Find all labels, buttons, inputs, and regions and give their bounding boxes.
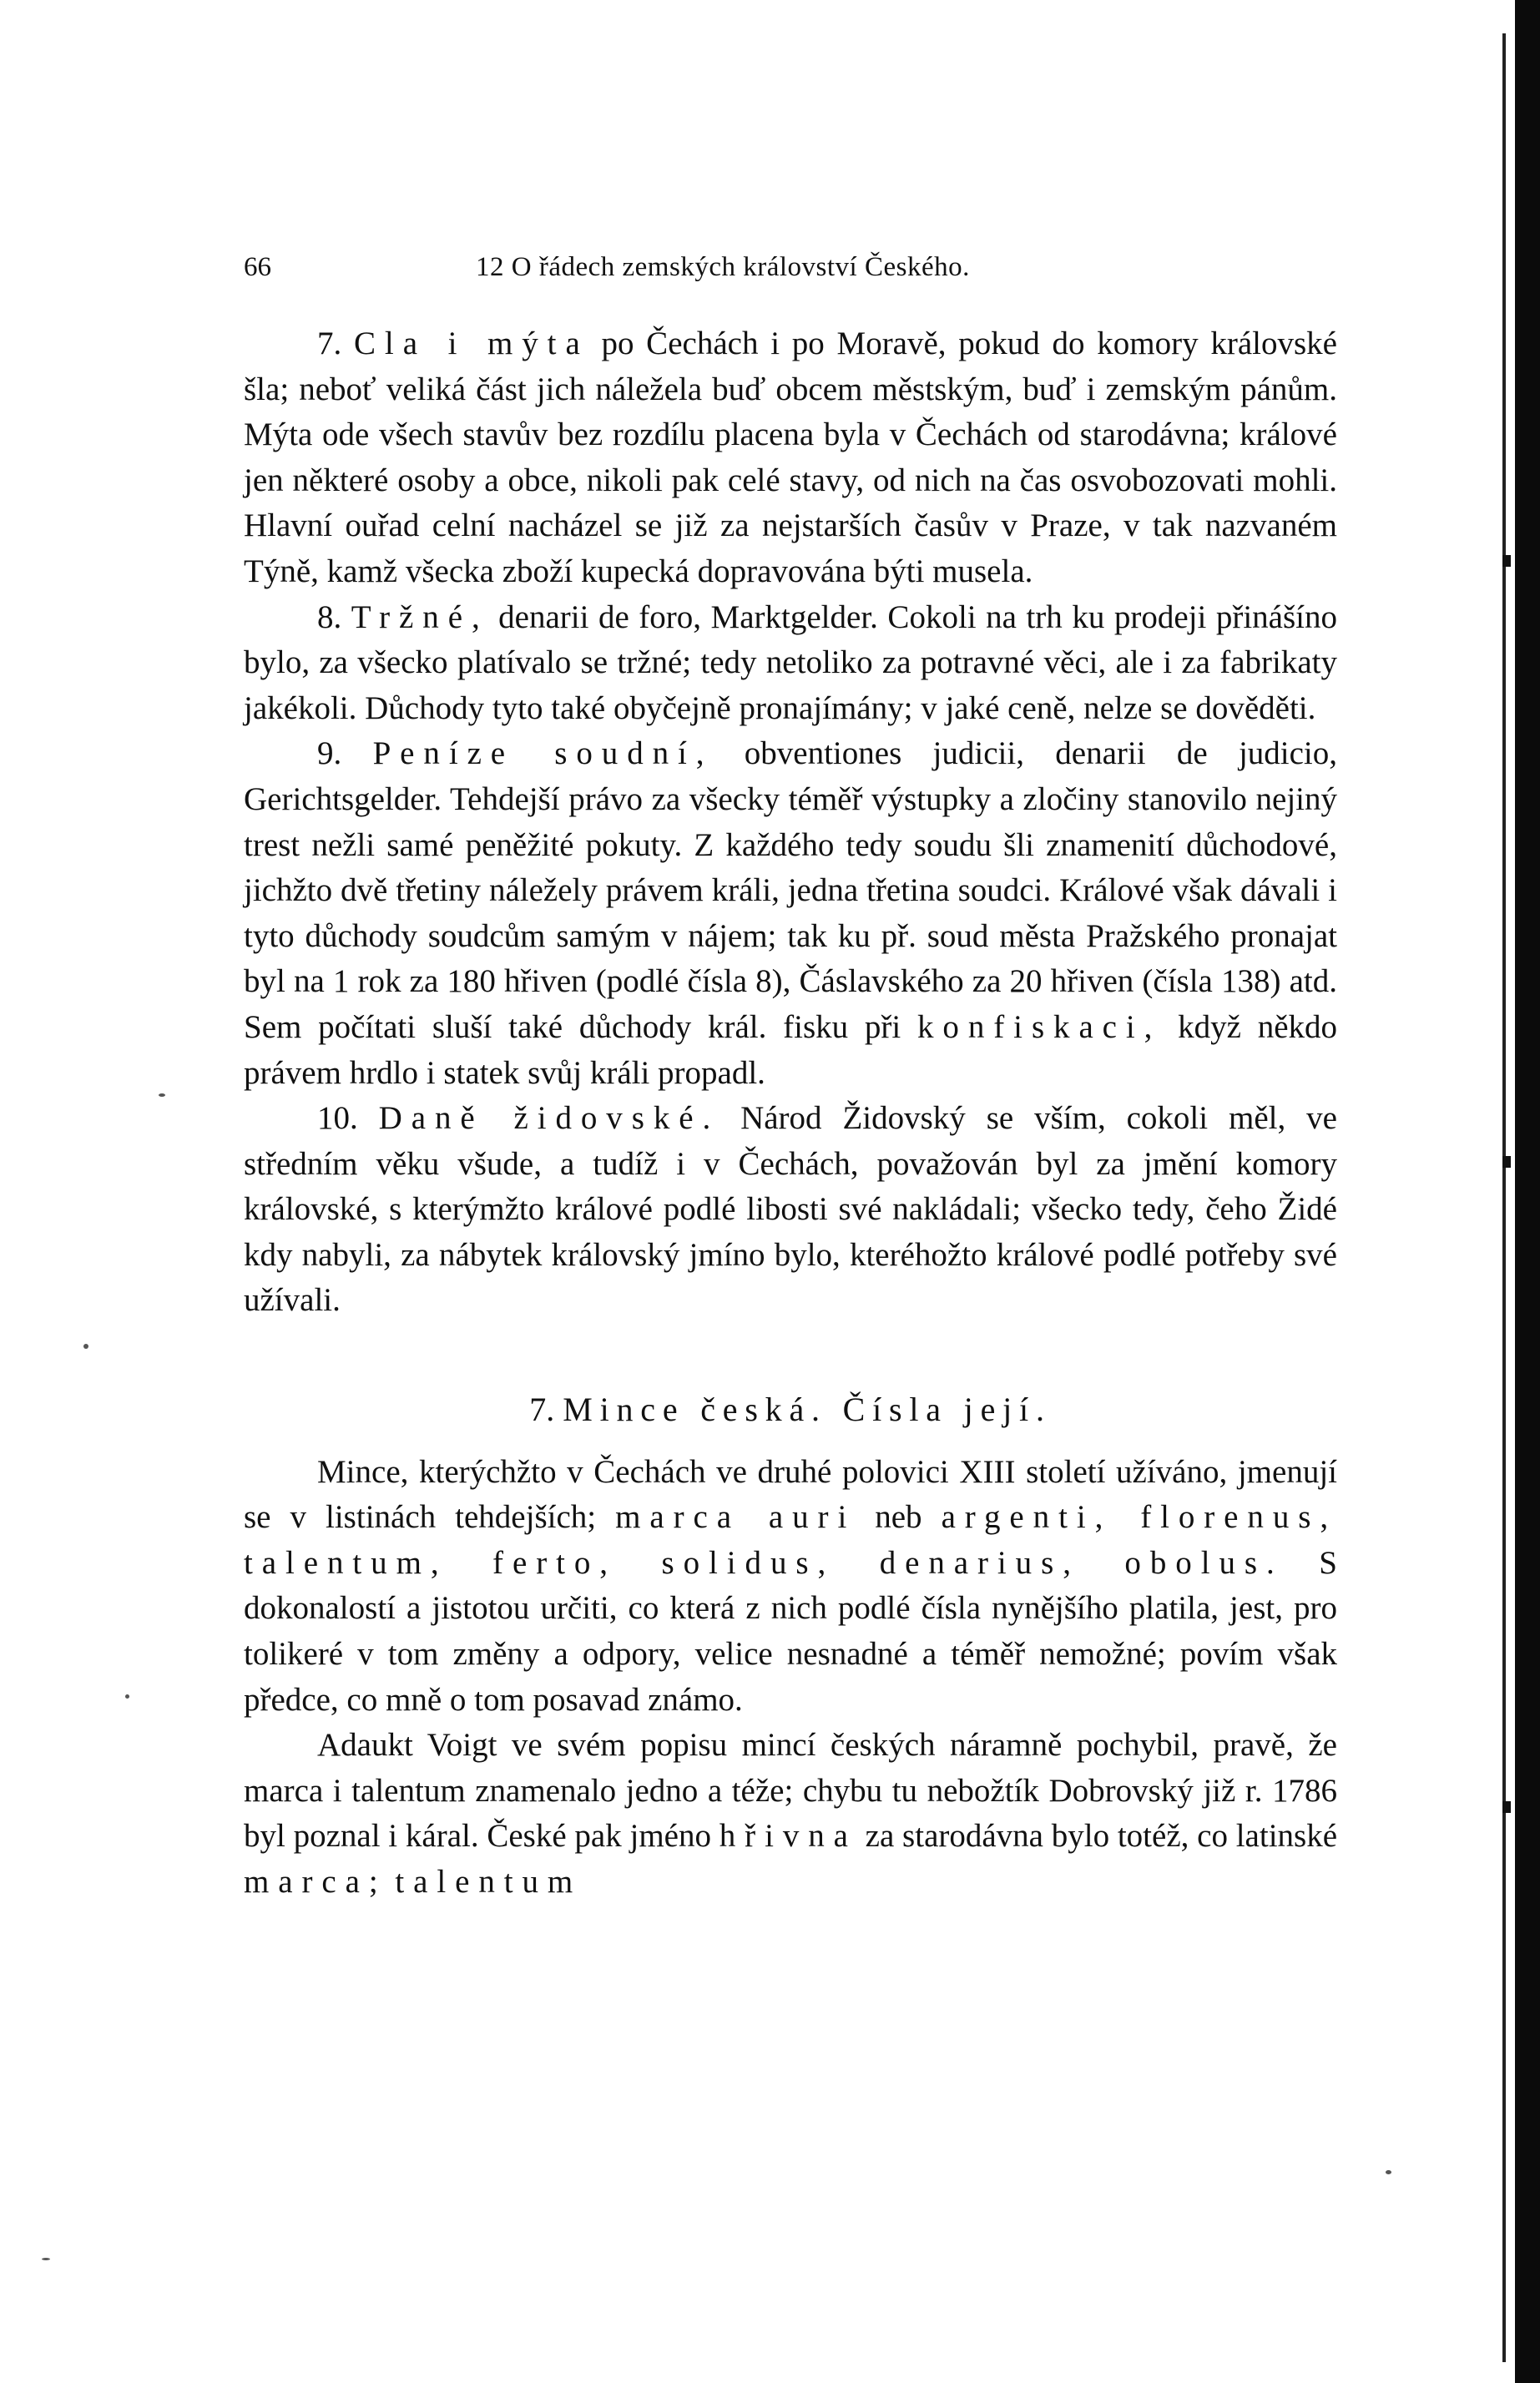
- paper-speck: [125, 1694, 129, 1699]
- scan-edge-mark: [1502, 1156, 1511, 1168]
- paper-speck: [42, 2258, 50, 2260]
- paragraph-text: neb: [875, 1499, 922, 1536]
- paragraph-text: Adaukt Voigt ve svém popisu mincí českých náramně pochybil, pravě, že marca i talentum znamenalo jedno a téže; chybu tu nebožtík Dobrovský již r. 1786 byl poznal i káral. České pak jméno: [244, 1727, 1337, 1855]
- section-title: Mince česká. Čísla její.: [563, 1391, 1052, 1429]
- paragraph-number: 10.: [317, 1100, 358, 1137]
- paragraph-text: Národ Židovský se vším, cokoli měl, ve středním věku všude, a tudíž i v Čechách, považován byl za jmění komory královské, s kterýmžto králové podlé libosti své nakládali; všecko tedy, čeho Židé kdy nabyli, za nábytek královský jmíno bylo, kteréhožto králové podlé potřeby své užívali.: [244, 1100, 1337, 1319]
- paragraph-dane-zidovske: [244, 1096, 1337, 1324]
- emphasized-term: konfiskaci,: [917, 1008, 1162, 1045]
- paragraph-title: Tržné,: [351, 598, 489, 635]
- paragraph-trzne: [244, 595, 1337, 732]
- paragraph-text: po Čechách i po Moravě, pokud do komory královské šla; neboť veliká část jich náležela buď obcem městským, buď i zemským pánům. Mýta ode všech stavův bez rozdílu placena byla v Čechách od starodávna; králové jen některé osoby a obce, nikoli pak celé stavy, od nich na čas osvobozovati mohli. Hlavní ouřad celní nacházel se již za nejstarších časův v Praze, v tak nazvaném Týně, kamž všecka zboží kupecká dopravována býti musela.: [244, 326, 1337, 589]
- paragraph-number: 7.: [317, 326, 342, 361]
- scan-edge-mark: [1502, 555, 1511, 567]
- paragraph-text: denarii de foro, Marktgelder. Cokoli na trh ku prodeji přinášíno bylo, za všecko platívalo se tržné; tedy netoliko za potravné věci, ale i za fabrikaty jakékoli. Důchody tyto také obyčejně pronajímány; v jaké ceně, nelze se dověděti.: [244, 598, 1337, 726]
- section-heading: [244, 1387, 1337, 1433]
- scan-edge: [1515, 0, 1540, 2383]
- paragraph-voigt: [244, 1723, 1337, 1905]
- paragraph-mince: [244, 1450, 1337, 1724]
- emphasized-term: marca;: [244, 1864, 387, 1900]
- emphasized-term: hřivna: [719, 1818, 857, 1855]
- section-number: 7.: [529, 1391, 555, 1429]
- latin-terms: marca auri: [615, 1499, 856, 1536]
- paragraph-number: 9.: [317, 735, 342, 772]
- latin-terms: argenti, florenus, talentum, ferto, solidus, denarius, obolus.: [244, 1499, 1338, 1581]
- body-text: [244, 321, 1337, 1906]
- paper-speck: [159, 1093, 165, 1097]
- paper-speck: [1386, 2170, 1391, 2174]
- paragraph-title: Cla i mýta: [354, 326, 589, 361]
- paragraph-text-after: když někdo právem hrdlo i statek svůj králi propadl.: [244, 1008, 1338, 1091]
- emphasized-term: talentum: [395, 1864, 583, 1900]
- paragraph-number: 8.: [317, 598, 342, 635]
- paragraph-text: za starodávna bylo totéž, co latinské: [865, 1818, 1338, 1855]
- paragraph-text-after: S dokonalostí a jistotou určiti, co která z nich podlé čísla nynějšího platila, jest, pro tolikeré v tom změny a odpory, velice nesnadné a téměř nemožné; povím však předce, co mně o tom posavad známo.: [244, 1544, 1337, 1718]
- running-title: 12 O řádech zemských království Českého.: [476, 252, 970, 282]
- scan-edge-mark: [1502, 1801, 1511, 1813]
- paragraph-title: Peníze soudní,: [372, 735, 714, 772]
- scan-edge-line: [1502, 33, 1506, 2362]
- paper-speck: [83, 1344, 88, 1349]
- paragraph-penize-soudni: [244, 731, 1337, 1096]
- paragraph-text: Mince, kterýchžto v Čechách ve druhé polovici XIII století užíváno, jmenují se v listinách tehdejších;: [244, 1453, 1337, 1536]
- paragraph-text: obventiones judicii, denarii de judicio, Gerichtsgelder. Tehdejší právo za všecky téměř výstupky a zločiny stanovilo nejiný trest nežli samé peněžité pokuty. Z každého tedy soudu šli znamenití důchodové, jichžto dvě třetiny náležely právem králi, jedna třetina soudci. Králové však dávali i tyto důchody soudcům samým v nájem; tak ku př. soud města Pražského pronajat byl na 1 rok za 180 hřiven (podlé čísla 8), Čáslavského za 20 hřiven (čísla 138) atd. Sem počítati sluší také důchody král. fisku při: [244, 735, 1338, 1045]
- page-header: [244, 252, 1337, 294]
- page-number: 66: [244, 252, 271, 282]
- paragraph-cla-i-myta: [244, 321, 1337, 595]
- paragraph-title: Daně židovské.: [378, 1100, 720, 1137]
